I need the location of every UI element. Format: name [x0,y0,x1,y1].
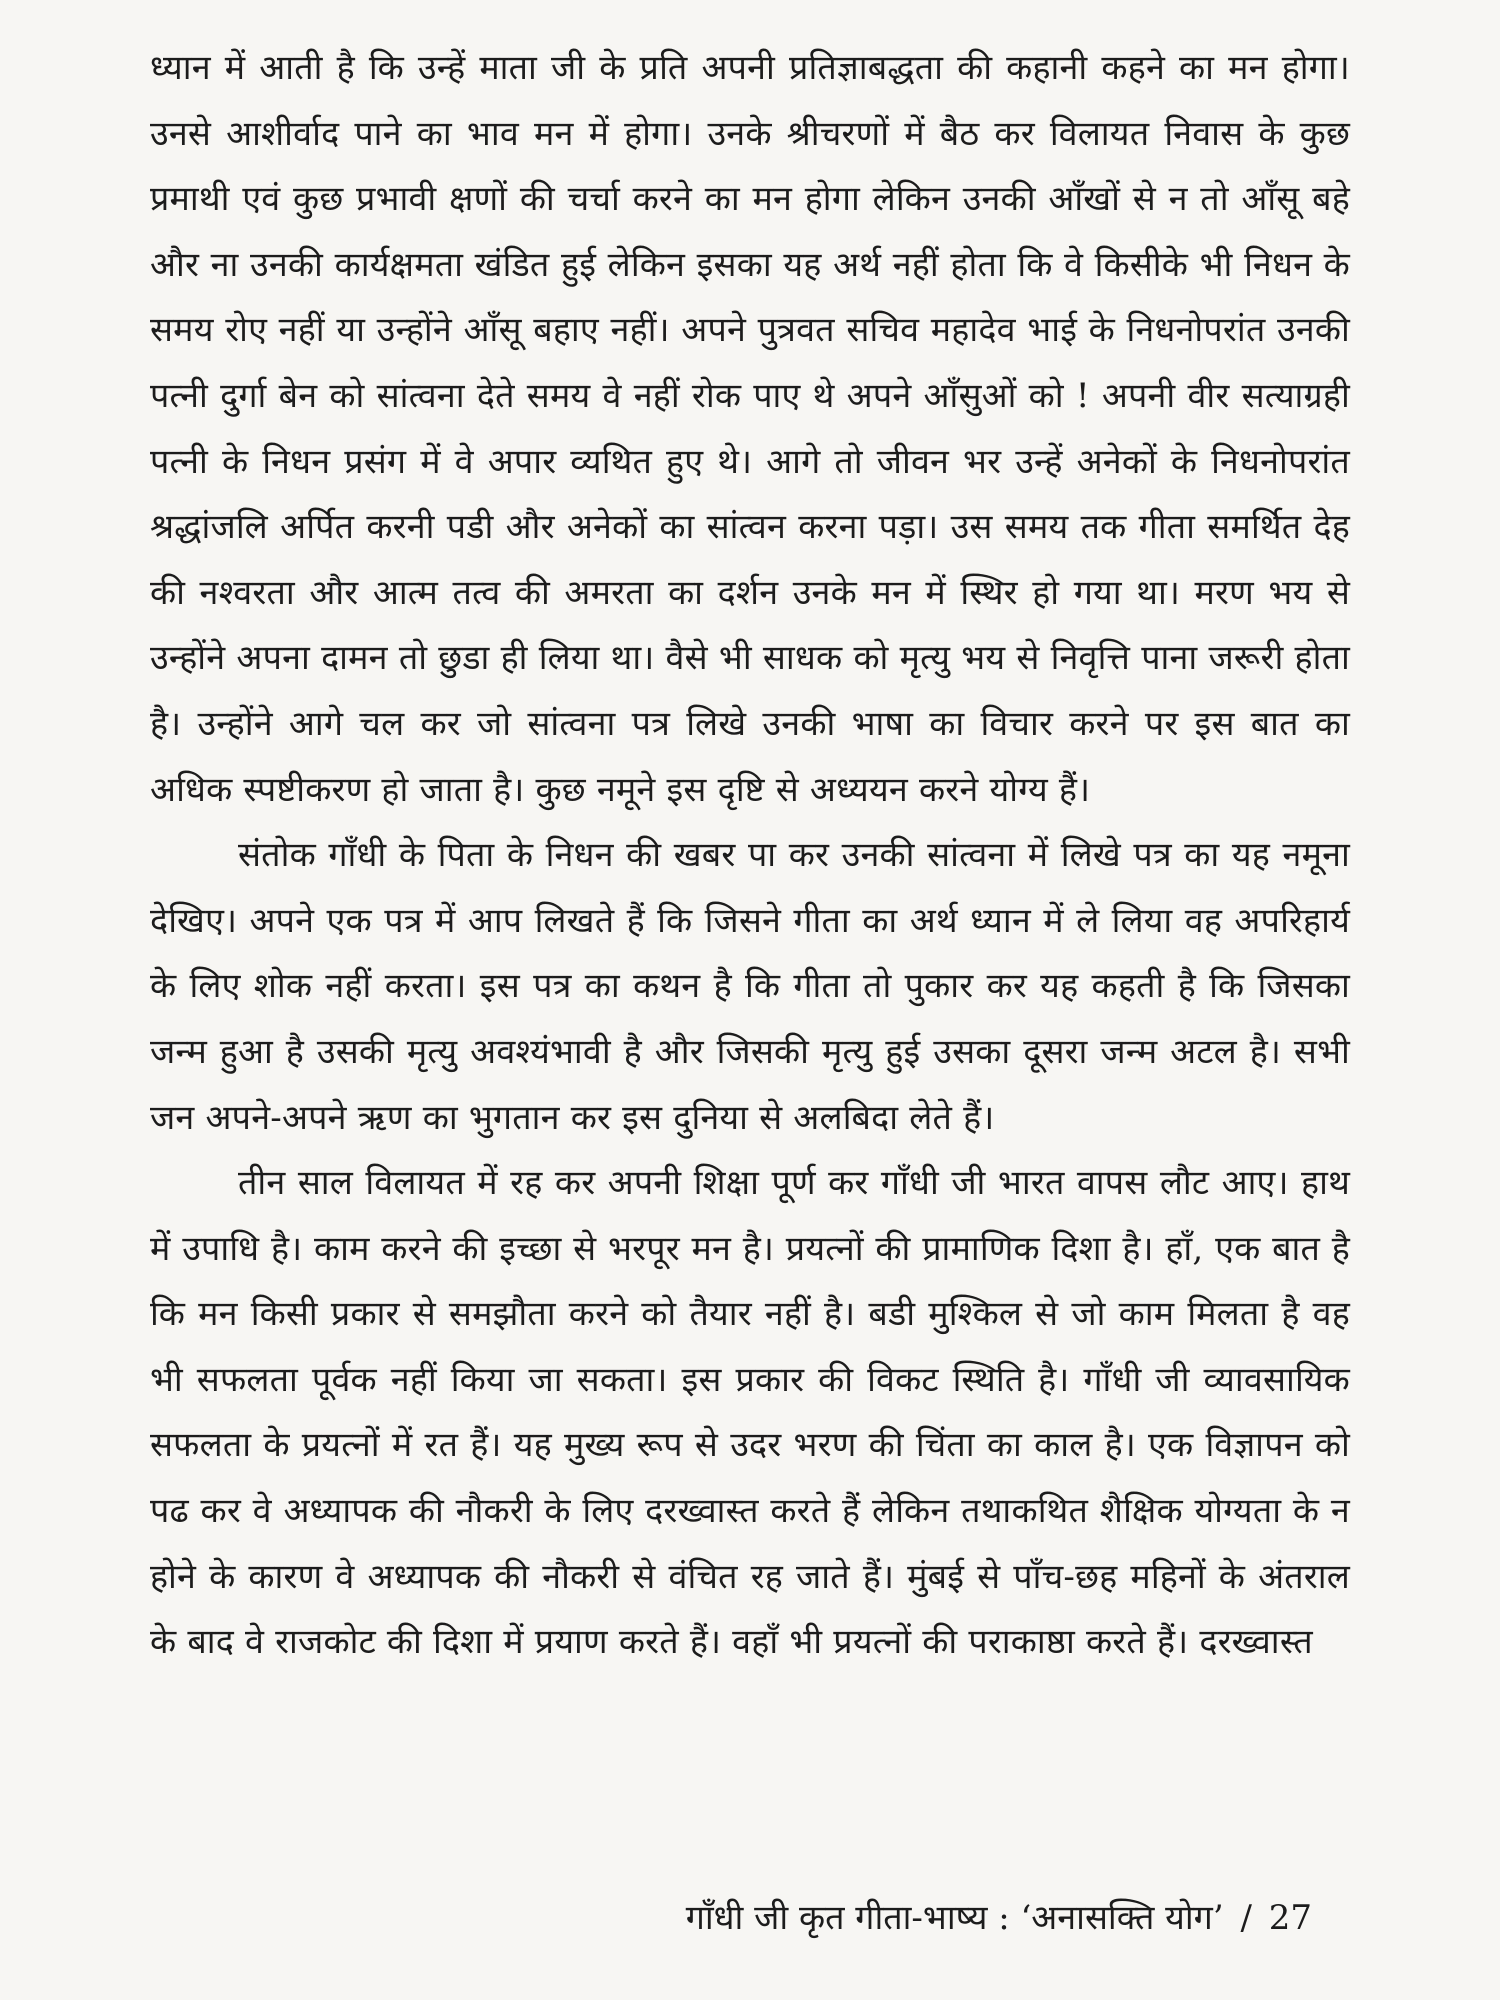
page-body [150,36,1350,1676]
paragraph-2: संतोक गाँधी के पिता के निधन की खबर पा कर उनकी सांत्वना में लिखे पत्र का यह नमूना देखिए। अपने एक पत्र में आप लिखते हैं कि जिसने गीता का अर्थ ध्यान में ले लिया वह अपरिहार्य के लिए शोक नहीं करता। इस पत्र का कथन है कि गीता तो पुकार कर यह कहती है कि जिसका जन्म हुआ है उसकी मृत्यु अवश्यंभावी है और जिसकी मृत्यु हुई उसका दूसरा जन्म अटल है। सभी जन अपने-अपने ऋण का भुगतान कर इस दुनिया से अलबिदा लेते हैं। [150,835,1350,1138]
paragraph-1: ध्यान में आती है कि उन्हें माता जी के प्रति अपनी प्रतिज्ञाबद्धता की कहानी कहने का मन होगा। उनसे आशीर्वाद पाने का भाव मन में होगा। उनके श्रीचरणों में बैठ कर विलायत निवास के कुछ प्रमाथी एवं कुछ प्रभावी क्षणों की चर्चा करने का मन होगा लेकिन उनकी आँखों से न तो आँसू बहे और ना उनकी कार्यक्षमता खंडित हुई लेकिन इसका यह अर्थ नहीं होता कि वे किसीके भी निधन के समय रोए नहीं या उन्होंने आँसू बहाए नहीं। अपने पुत्रवत सचिव महादेव भाई के निधनोपरांत उनकी पत्नी दुर्गा बेन को सांत्वना देते समय वे नहीं रोक पाए थे अपने आँसुओं को ! अपनी वीर सत्याग्रही पत्नी के निधन प्रसंग में वे अपार व्यथित हुए थे। आगे तो जीवन भर उन्हें अनेकों के निधनोपरांत श्रद्धांजलि अर्पित करनी पडी और अनेकों का सांत्वन करना पड़ा। उस समय तक गीता समर्थित देह की नश्वरता और आत्म तत्व की अमरता का दर्शन उनके मन में स्थिर हो गया था। मरण भय से उन्होंने अपना दामन तो छुडा ही लिया था। वैसे भी साधक को मृत्यु भय से निवृत्ति पाना जरूरी होता है। उन्होंने आगे चल कर जो सांत्वना पत्र लिखे उनकी भाषा का विचार करने पर इस बात का अधिक स्पष्टीकरण हो जाता है। कुछ नमूने इस दृष्टि से अध्ययन करने योग्य हैं। [150,48,1350,810]
page-number: 27 [1268,1898,1312,1938]
running-title: गाँधी जी कृत गीता-भाष्य : ‘अनासक्ति योग’ [685,1898,1224,1938]
book-page [150,36,1350,1966]
paragraph-3: तीन साल विलायत में रह कर अपनी शिक्षा पूर्ण कर गाँधी जी भारत वापस लौट आए। हाथ में उपाधि है। काम करने की इच्छा से भरपूर मन है। प्रयत्नों की प्रामाणिक दिशा है। हाँ, एक बात है कि मन किसी प्रकार से समझौता करने को तैयार नहीं है। बडी मुश्किल से जो काम मिलता है वह भी सफलता पूर्वक नहीं किया जा सकता। इस प्रकार की विकट स्थिति है। गाँधी जी व्यावसायिक सफलता के प्रयत्नों में रत हैं। यह मुख्य रूप से उदर भरण की चिंता का काल है। एक विज्ञापन को पढ कर वे अध्यापक की नौकरी के लिए दरख्वास्त करते हैं लेकिन तथाकथित शैक्षिक योग्यता के न होने के कारण वे अध्यापक की नौकरी से वंचित रह जाते हैं। मुंबई से पाँच-छह महिनों के अंतराल के बाद वे राजकोट की दिशा में प्रयाण करते हैं। वहाँ भी प्रयत्नों की पराकाष्ठा करते हैं। दरख्वास्त [150,1163,1350,1663]
footer-separator: / [1240,1898,1252,1938]
page-footer [686,1896,1312,1940]
